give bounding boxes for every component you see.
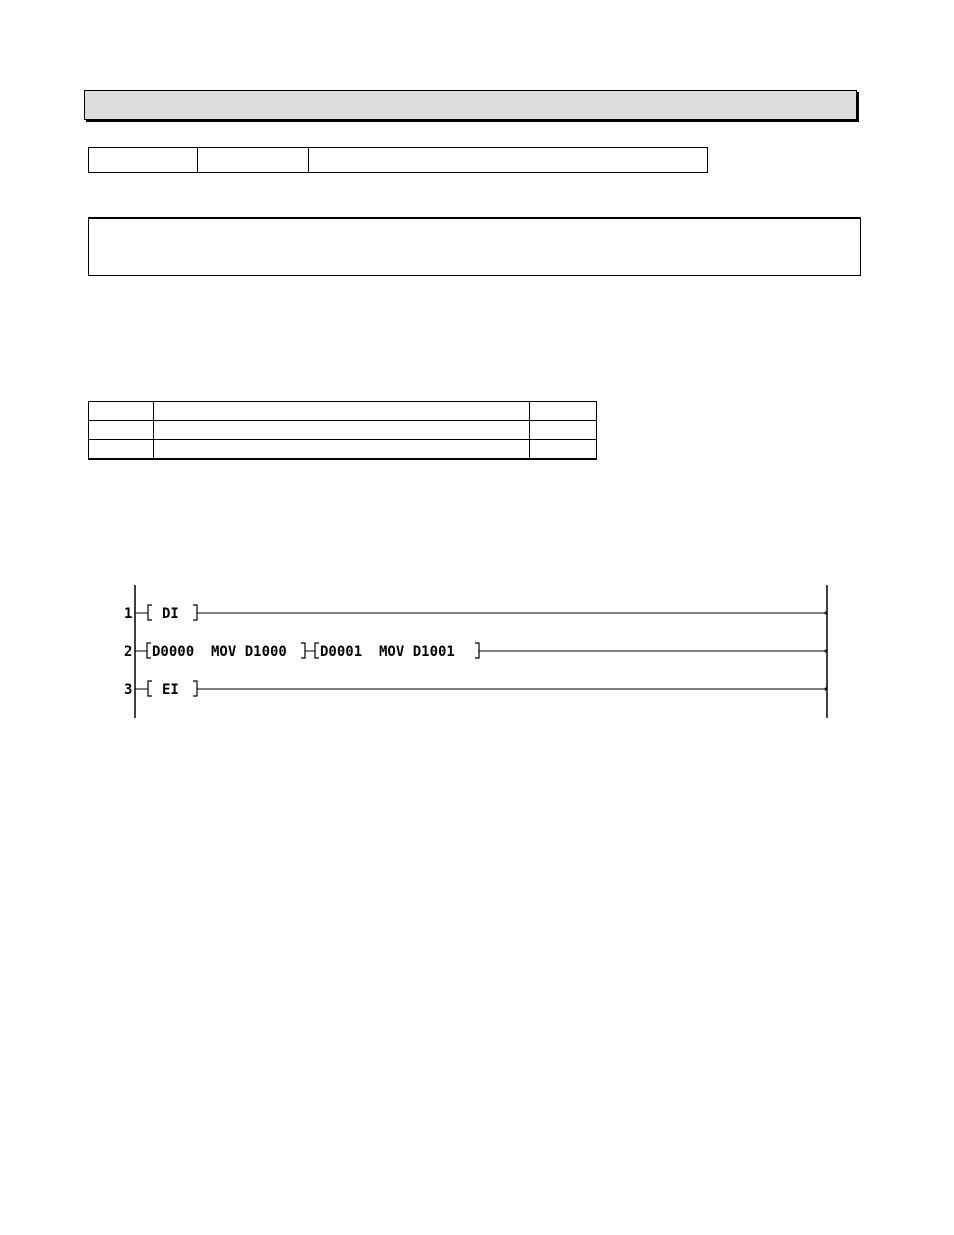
- instruction-di: DI: [162, 606, 179, 622]
- rung-1: [124, 605, 828, 622]
- ladder-diagram: [110, 583, 840, 723]
- rung-2: [124, 643, 828, 660]
- instruction-mov-2: D0001 MOV D1001: [320, 644, 455, 660]
- rung-number: 3: [124, 682, 133, 698]
- header-cell-3: [309, 148, 708, 173]
- section-title-bar: [84, 90, 857, 120]
- header-cell-2: [198, 148, 309, 173]
- rung-number: 2: [124, 644, 133, 660]
- header-cell-1: [89, 148, 198, 173]
- instruction-ei: EI: [162, 682, 179, 698]
- instruction-mov-1: D0000 MOV D1000: [152, 644, 287, 660]
- instruction-header-table: [88, 147, 708, 173]
- rung-3: [124, 681, 828, 698]
- operand-table: [88, 401, 597, 460]
- rung-number: 1: [124, 606, 133, 622]
- description-box: [88, 217, 861, 276]
- table-row: [89, 440, 597, 460]
- table-row: [89, 421, 597, 440]
- table-row: [89, 402, 597, 421]
